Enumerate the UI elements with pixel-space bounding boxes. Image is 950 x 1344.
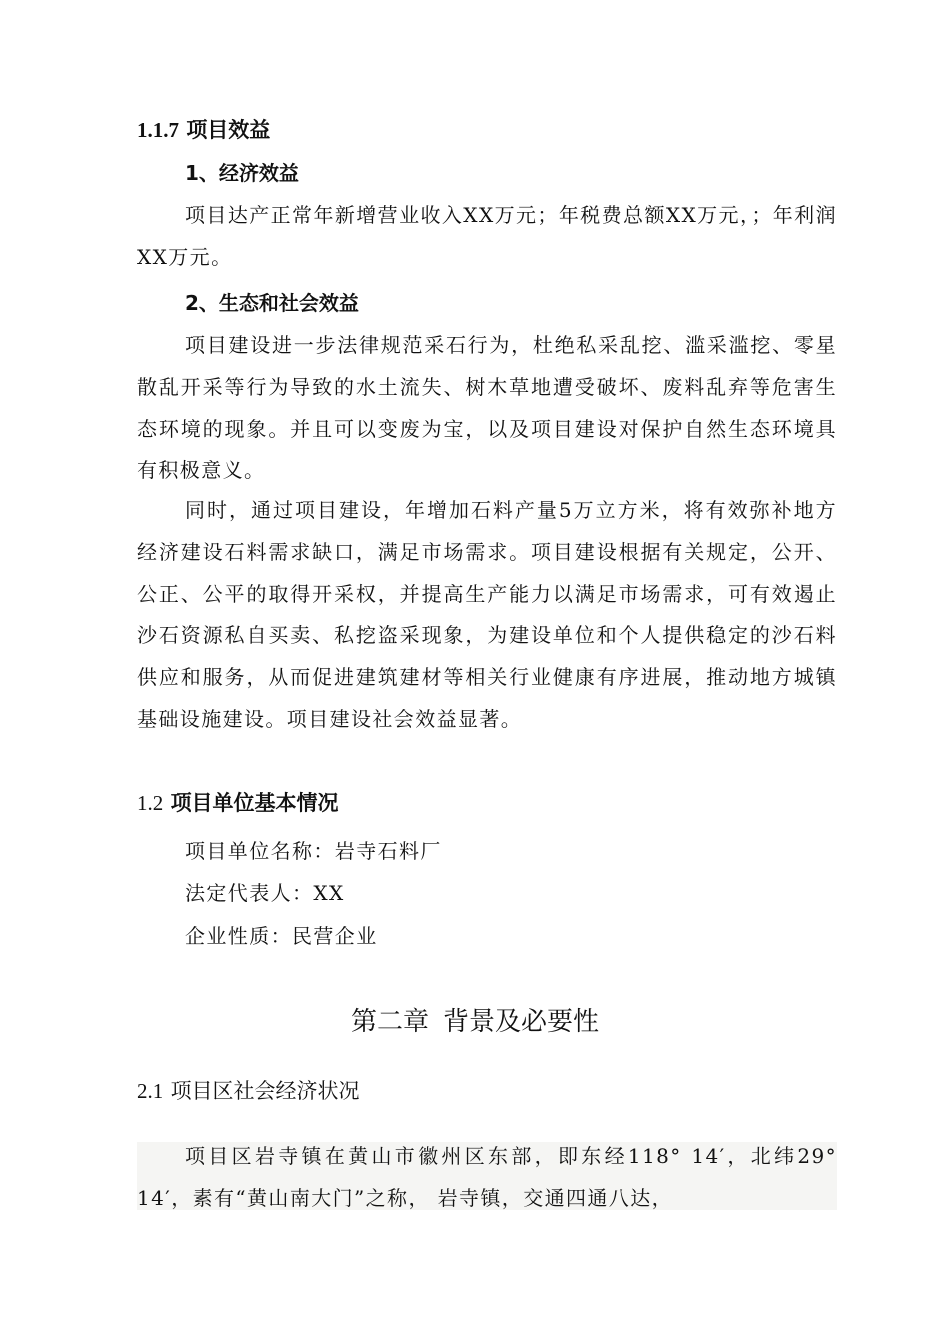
- legal-representative-field: 法定代表人：XX: [185, 881, 345, 905]
- section-heading-2-1: [137, 1077, 360, 1105]
- section-title: 项目单位基本情况: [170, 791, 339, 815]
- economic-benefit-heading: 1、经济效益: [185, 161, 299, 185]
- section-title: 项目效益: [186, 118, 271, 142]
- section-number: 1.2: [137, 791, 164, 815]
- section-heading-1-2: [137, 789, 339, 817]
- eco-benefit-paragraph: 项目建设进一步法律规范采石行为，杜绝私采乱挖、滥采滥挖、零星散乱开采等行为导致的水土流失、树木草地遭受破坏、废料乱弃等危害生态环境的现象。并且可以变废为宝，以及项目建设对保护自然生态环境具有积极意义。: [137, 333, 837, 483]
- social-benefit-paragraph: 同时，通过项目建设，年增加石料产量5万立方米，将有效弥补地方经济建设石料需求缺口，满足市场需求。项目建设根据有关规定，公开、公正、公平的取得开采权，并提高生产能力以满足市场需求，可有效遏止沙石资源私自买卖、私挖盗采现象，为建设单位和个人提供稳定的沙石料供应和服务，从而促进建筑建材等相关行业健康有序进展，推动地方城镇基础设施建设。项目建设社会效益显著。: [137, 498, 837, 731]
- enterprise-nature-field: 企业性质：民营企业: [185, 924, 378, 948]
- section-number: 1.1.7: [137, 118, 179, 142]
- economic-benefit-paragraph: 项目达产正常年新增营业收入XX万元；年税费总额XX万元，；年利润XX万元。: [137, 203, 837, 269]
- chapter-name: 背景及必要性: [443, 1007, 600, 1037]
- unit-name-field: 项目单位名称：岩寺石料厂: [185, 839, 442, 863]
- section-title: 项目区社会经济状况: [170, 1079, 360, 1103]
- section-heading-1-1-7: [137, 116, 270, 144]
- chapter-title: [0, 1005, 950, 1039]
- chapter-number: 第二章: [350, 1007, 429, 1037]
- socioeconomic-paragraph: 项目区岩寺镇在黄山市徽州区东部，即东经118° 14′，北纬29° 14′，素有“黄山南大门”之称， 岩寺镇，交通四通八达，: [137, 1144, 837, 1210]
- eco-social-benefit-heading: 2、生态和社会效益: [185, 291, 359, 315]
- section-number: 2.1: [137, 1079, 164, 1103]
